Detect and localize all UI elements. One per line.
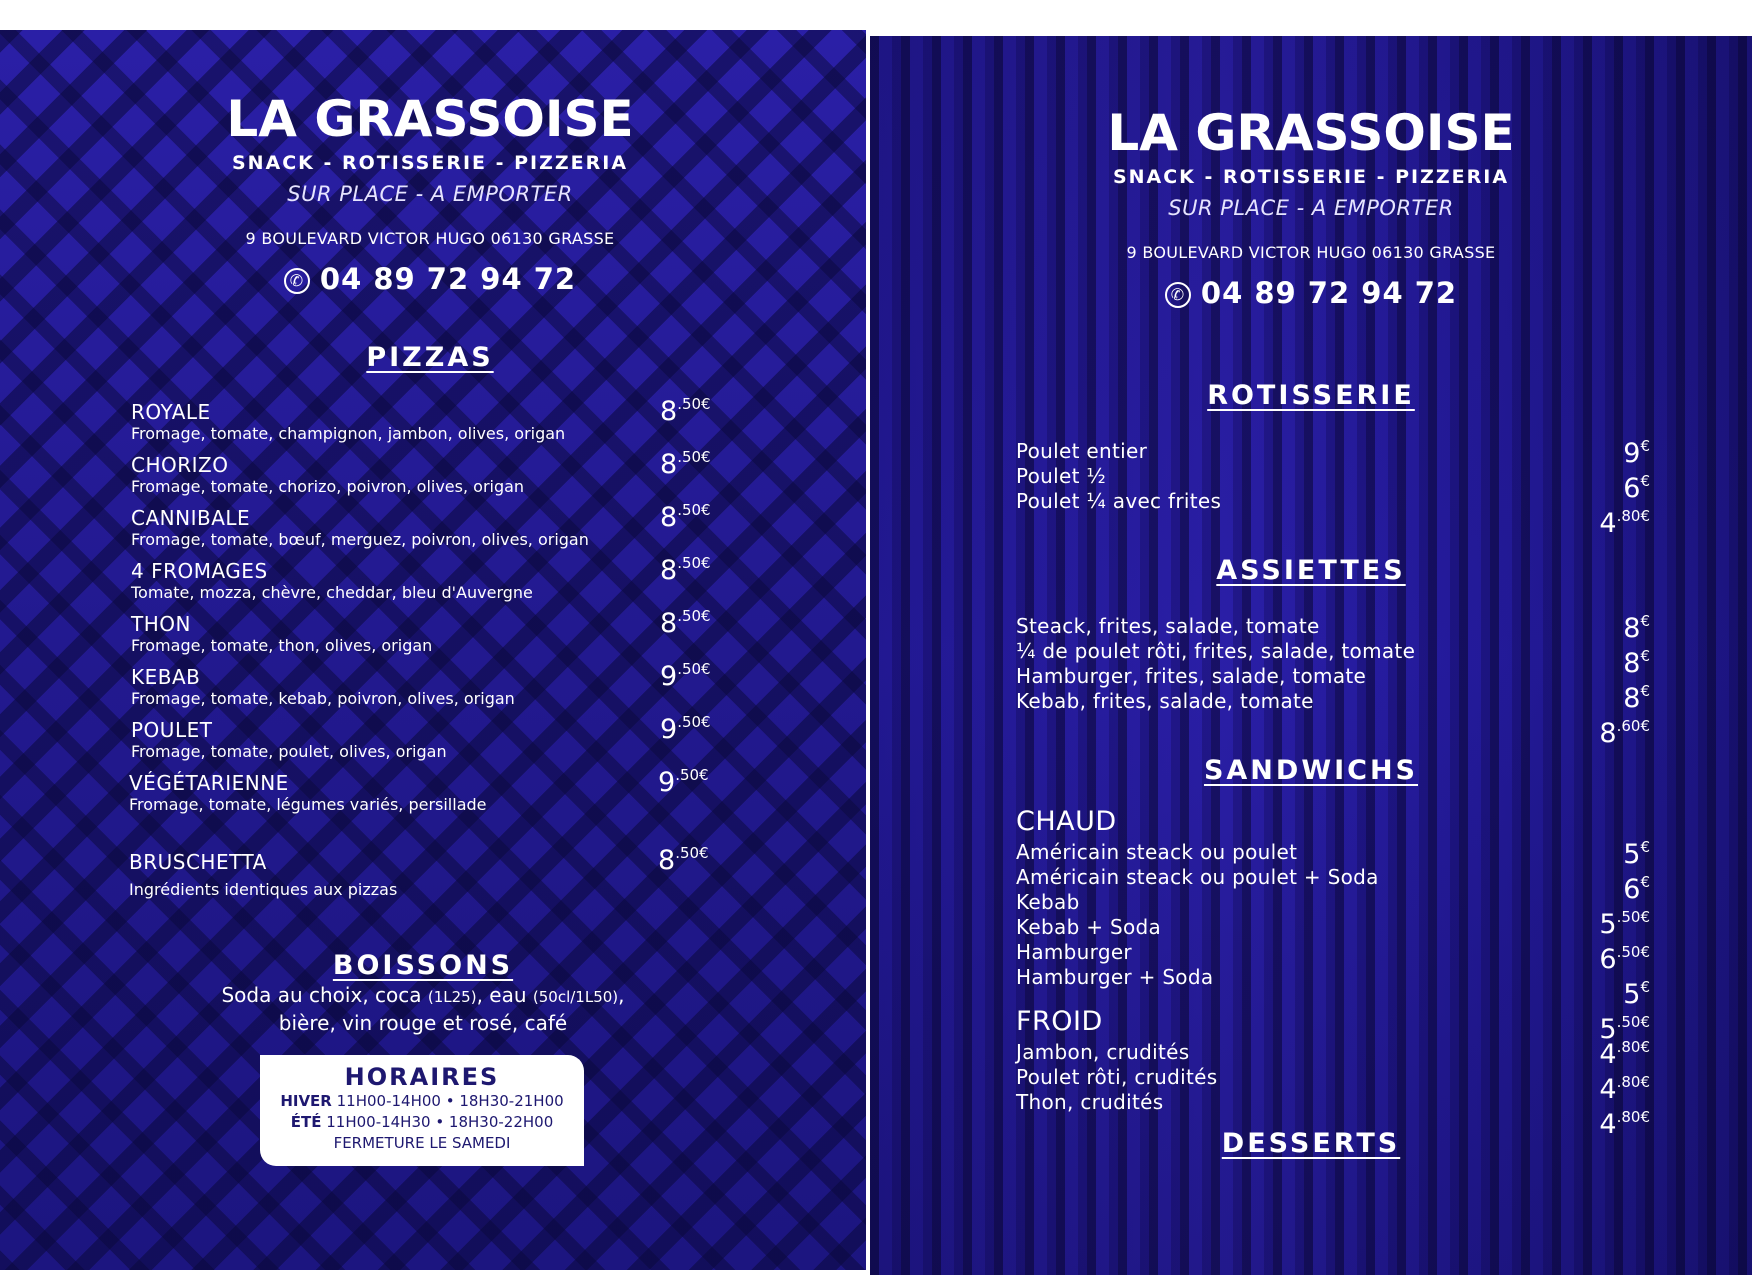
section-title-rotisserie: ROTISSERIE [1207,380,1415,411]
sandwichs-chaud-label [1016,806,1117,837]
hours-box [260,1055,584,1166]
phone-icon: ✆ [1165,282,1191,308]
menu-page-left [0,30,866,1270]
item-name: BRUSCHETTA [129,850,267,874]
item-price: 6.50€ [1599,943,1650,975]
item-description: Fromage, tomate, kebab, poivron, olives, origan [131,689,515,708]
list-item: Jambon, crudités [1016,1040,1190,1064]
item-name: POULET [131,718,213,742]
list-item: Hamburger [1016,940,1132,964]
item-price: 5€ [1623,838,1650,870]
item-price: 8.50€ [660,501,711,533]
item-price: 8.50€ [660,395,711,427]
item-price: 8.50€ [660,607,711,639]
address-wrap-right [870,243,1752,262]
list-item [131,506,589,549]
address-wrap [0,229,860,248]
hours-title: HORAIRES [344,1063,500,1091]
item-name: THON [131,612,191,636]
hours-winter: HIVER 11H00-14H00 • 18H30-21H00 [280,1092,564,1110]
list-item: Hamburger + Soda [1016,965,1214,989]
list-item [131,400,565,443]
boissons-line-1: Soda au choix, coca (1L25), eau (50cl/1L50), [221,983,625,1007]
menu-page-right [870,36,1752,1275]
subtitle-wrap [0,152,860,174]
item-name: VÉGÉTARIENNE [129,771,289,795]
hours-closing: FERMETURE LE SAMEDI [333,1134,511,1152]
sandwichs-froid-prices [1450,1035,1650,1140]
item-price: 8€ [1623,612,1650,644]
tagline-wrap [0,182,860,206]
header-block-right [870,104,1752,162]
item-price: 5€ [1623,978,1650,1010]
header-block [0,90,860,148]
subtitle-wrap-right [870,166,1752,188]
tagline: SUR PLACE - A EMPORTER [287,182,573,206]
pizzas-title-wrap [0,342,860,373]
phone-text: 04 89 72 94 72 [1200,276,1458,310]
item-description: Fromage, tomate, légumes variés, persillade [129,795,487,814]
list-item [131,718,447,761]
list-item: Hamburger, frites, salade, tomate [1016,664,1367,688]
item-description: Fromage, tomate, chorizo, poivron, olives, origan [131,477,525,496]
item-name: ROYALE [131,400,211,424]
subsection-froid: FROID [1016,1006,1103,1037]
tagline: SUR PLACE - A EMPORTER [1168,196,1454,220]
item-price: 8€ [1623,647,1650,679]
brand-title: LA GRASSOISE [226,90,634,148]
list-item: Poulet rôti, crudités [1016,1065,1218,1089]
item-description: Tomate, mozza, chèvre, cheddar, bleu d'Auvergne [131,583,533,602]
rotisserie-list [1016,439,1221,514]
item-name: CHORIZO [131,453,229,477]
item-price: 4.80€ [1599,1108,1650,1140]
brand-title: LA GRASSOISE [1107,104,1515,162]
list-item: Poulet entier [1016,439,1148,463]
section-title-sandwichs: SANDWICHS [1203,755,1419,786]
section-title-desserts: DESSERTS [1221,1128,1401,1159]
list-item: Steack, frites, salade, tomate [1016,614,1320,638]
sandwichs-froid-label [1016,1006,1103,1037]
assiettes-list [1016,614,1415,714]
item-description: Fromage, tomate, bœuf, merguez, poivron, olives, origan [131,530,589,549]
sandwichs-chaud-list [1016,840,1379,990]
item-price: 8.50€ [658,844,709,876]
rotisserie-title-wrap [870,380,1752,411]
phone-wrap-right [870,276,1752,310]
item-price: 6€ [1623,873,1650,905]
item-price: 4.80€ [1599,1073,1650,1105]
item-price: 9.50€ [658,766,709,798]
item-name: 4 FROMAGES [131,559,268,583]
brand-subtitle: SNACK - ROTISSERIE - PIZZERIA [1112,166,1510,188]
item-description: Fromage, tomate, thon, olives, origan [131,636,433,655]
section-title-assiettes: ASSIETTES [1216,555,1406,586]
item-price: 6€ [1623,472,1650,504]
item-price: 4.80€ [1599,1038,1650,1070]
list-item [131,559,533,602]
phone-text: 04 89 72 94 72 [319,262,577,296]
item-price: 9.50€ [660,660,711,692]
assiettes-prices [1450,609,1650,749]
item-name: KEBAB [131,665,201,689]
list-item [129,771,487,814]
sandwichs-froid-list [1016,1040,1217,1115]
tagline-wrap-right [870,196,1752,220]
list-item: Kebab [1016,890,1080,914]
list-item: Poulet ½ [1016,464,1107,488]
item-price: 5.50€ [1599,908,1650,940]
list-item [131,612,432,655]
list-item [131,453,524,496]
list-item: Thon, crudités [1016,1090,1164,1114]
phone-number [0,262,860,296]
address: 9 BOULEVARD VICTOR HUGO 06130 GRASSE [1126,243,1496,262]
item-price: 4.80€ [1599,507,1650,539]
list-item: ¼ de poulet rôti, frites, salade, tomate [1016,639,1416,663]
item-description: Fromage, tomate, champignon, jambon, olives, origan [131,424,566,443]
list-item: Poulet ¼ avec frites [1016,489,1222,513]
sandwichs-chaud-prices [1450,835,1650,1045]
item-price: 9.50€ [660,713,711,745]
hours-summer: ÉTÉ 11H00-14H30 • 18H30-22H00 [290,1113,554,1131]
phone-number [870,276,1752,310]
subsection-chaud: CHAUD [1016,806,1117,837]
item-price: 9€ [1623,437,1650,469]
item-price: 5.50€ [1599,1013,1650,1045]
item-description: Ingrédients identiques aux pizzas [129,880,398,899]
item-name: CANNIBALE [131,506,251,530]
item-price: 8.50€ [660,554,711,586]
phone-icon: ✆ [284,268,310,294]
list-item: Kebab + Soda [1016,915,1162,939]
phone-wrap [0,262,860,296]
sandwichs-title-wrap [870,755,1752,786]
boissons-line-2: bière, vin rouge et rosé, café [278,1011,568,1035]
list-item: Américain steack ou poulet + Soda [1016,865,1379,889]
item-price: 8€ [1623,682,1650,714]
list-item [131,665,515,708]
section-title-pizzas: PIZZAS [366,342,494,373]
item-description: Fromage, tomate, poulet, olives, origan [131,742,447,761]
item-price: 8.50€ [660,448,711,480]
list-item: Américain steack ou poulet [1016,840,1298,864]
rotisserie-prices [1450,434,1650,539]
list-item: Kebab, frites, salade, tomate [1016,689,1314,713]
assiettes-title-wrap [870,555,1752,586]
item-price: 8.60€ [1599,717,1650,749]
section-title-boissons: BOISSONS [332,950,514,981]
brand-subtitle: SNACK - ROTISSERIE - PIZZERIA [231,152,629,174]
list-item-bruschetta [129,850,397,899]
desserts-title-wrap [870,1128,1752,1159]
boissons-title-wrap [0,950,846,981]
boissons-text [0,982,846,1036]
address: 9 BOULEVARD VICTOR HUGO 06130 GRASSE [245,229,615,248]
